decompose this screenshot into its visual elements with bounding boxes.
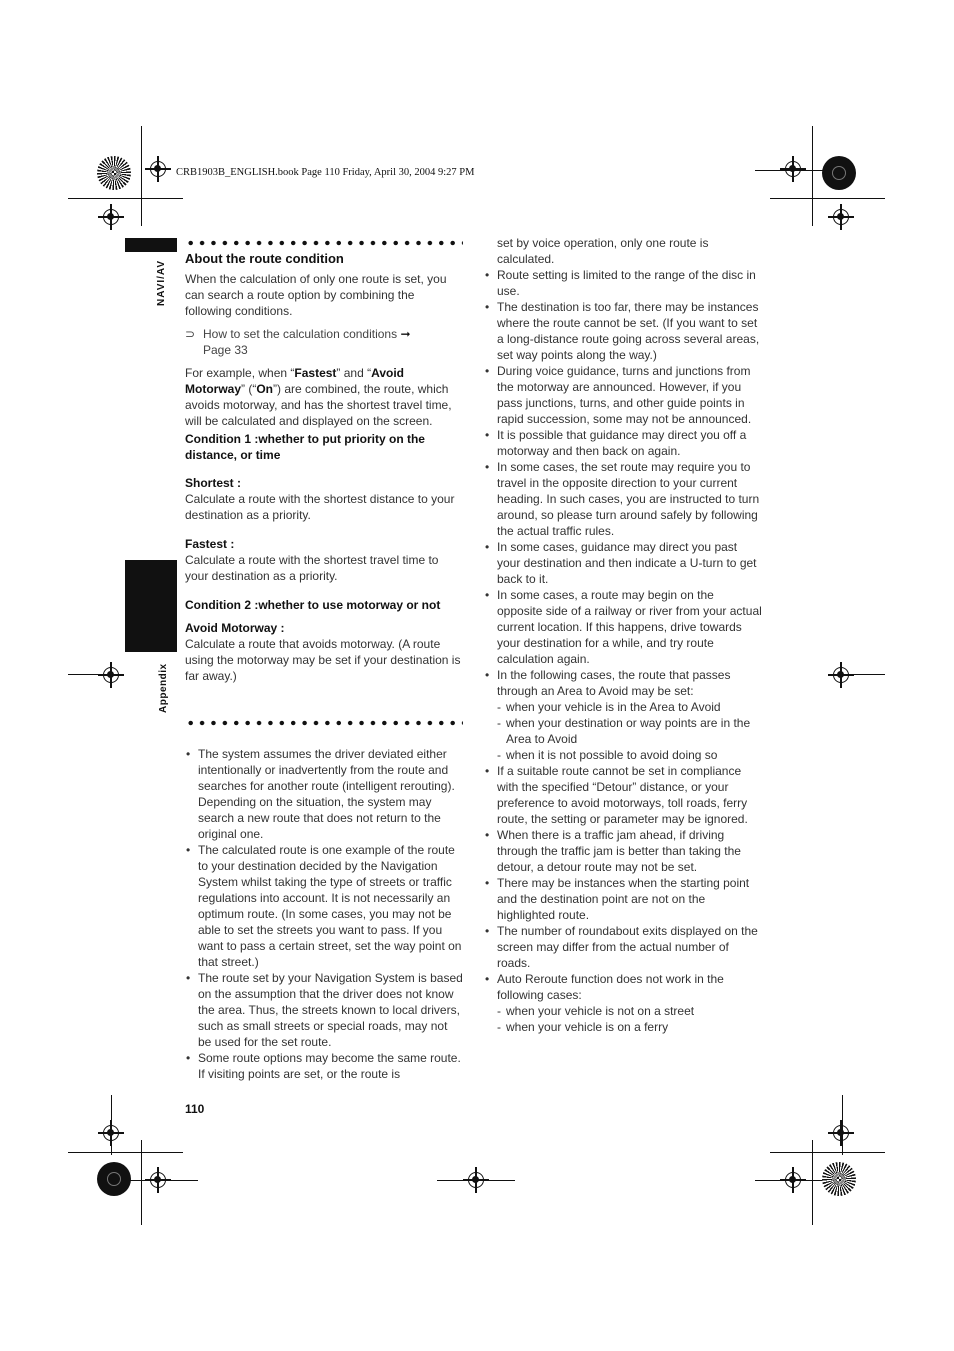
note-item: • The number of roundabout exits displayed on the screen may differ from the actual number of roads. <box>484 923 762 971</box>
shortest-label: Shortest : <box>185 476 242 490</box>
reference-page: Page 33 <box>203 343 248 357</box>
note-item: • In some cases, a route may begin on the opposite side of a railway or river from your actual current location. If this happens, drive towards your destination for a while, and try route calculation again. <box>484 587 762 667</box>
note-item <box>484 971 762 1035</box>
intro-text: When the calculation of only one route is set, you can search a route option by combining the following conditions. <box>185 272 447 318</box>
registration-mark-icon <box>833 667 849 683</box>
right-arrow-icon: ➞ <box>400 327 411 341</box>
note-item: • In some cases, guidance may direct you past your destination and then indicate a U-turn to get back to it. <box>484 539 762 587</box>
registration-mark-icon <box>468 1172 484 1188</box>
book-header: CRB1903B_ENGLISH.book Page 110 Friday, April 30, 2004 9:27 PM <box>176 167 475 178</box>
note-item: • In some cases, the set route may require you to travel in the opposite direction to your current heading. In such cases, you are instructed to turn around, so please turn around safely by following the actual traffic rules. <box>484 459 762 539</box>
section-tab-block <box>125 560 177 652</box>
sunburst-mark-icon <box>97 1162 131 1196</box>
sub-item: - when your vehicle is not on a street <box>497 1003 762 1019</box>
sub-item: - when it is not possible to avoid doing so <box>497 747 762 763</box>
note-item: • The destination is too far, there may be instances where the route cannot be set. (If you want to set a long-distance route going across several areas, set way points along the way.) <box>484 299 762 363</box>
avoid-area-intro: In the following cases, the route that passes through an Area to Avoid may be set: <box>497 668 731 698</box>
section-title: About the route condition <box>185 251 344 266</box>
sub-item: - when your destination or way points are in the Area to Avoid <box>497 715 762 747</box>
example-part: ”) are combined, the route, which avoids motorway, and has the shortest travel time, will be calculated and displayed on the screen. <box>185 382 452 428</box>
crop-mark <box>812 126 813 226</box>
condition-1-heading: Condition 1 :whether to put priority on the distance, or time <box>185 432 425 462</box>
avoid-motorway-label: Avoid Motorway : <box>185 621 285 635</box>
note-item: • Some route options may become the same route. If visiting points are set, or the route is <box>185 1050 463 1082</box>
note-item: • If a suitable route cannot be set in compliance with the specified “Detour” distance, or your preference to avoid motorways, toll roads, ferry route, the setting or parameter may be ignored. <box>484 763 762 827</box>
registration-mark-icon <box>103 667 119 683</box>
note-item: • When there is a traffic jam ahead, if driving through the traffic jam is better than taking the detour, a detour route may not be set. <box>484 827 762 875</box>
registration-mark-icon <box>103 209 119 225</box>
fastest-description: Calculate a route with the shortest travel time to your destination as a priority. <box>185 553 439 583</box>
example-part: ” (“ <box>241 382 257 396</box>
shortest-description: Calculate a route with the shortest distance to your destination as a priority. <box>185 492 455 522</box>
crop-mark <box>770 1152 885 1153</box>
fastest-label: Fastest : <box>185 537 235 551</box>
note-item: • The system assumes the driver deviated either intentionally or inadvertently from the route and searches for another route (intelligent rerouting). Depending on the situation, the system may search a new route that does not return to the original one. <box>185 746 463 842</box>
left-column <box>185 251 463 684</box>
crop-mark <box>770 198 885 199</box>
section-tab-appendix: Appendix <box>158 663 169 713</box>
note-item: • Route setting is limited to the range of the disc in use. <box>484 267 762 299</box>
left-notes <box>185 746 463 1082</box>
section-tab-navi-av: NAVI/AV <box>156 259 167 306</box>
dotted-divider <box>185 240 463 246</box>
crop-mark <box>68 1152 183 1153</box>
page-number: 110 <box>185 1102 205 1116</box>
right-column <box>484 235 762 1035</box>
dotted-divider <box>185 720 463 726</box>
keyword-avoid-motorway: Avoid Motorway <box>185 366 404 396</box>
registration-mark-icon <box>150 1172 166 1188</box>
note-item: • The calculated route is one example of the route to your destination decided by the Navigation System whilst taking the type of streets or traffic regulations into account. It is not necessarily an optimum route. (In some cases, you may not be able to set the streets you want to pass. If you want to pass a certain street, set the way point on that street.) <box>185 842 463 970</box>
crop-mark <box>141 126 142 226</box>
registration-mark-icon <box>833 209 849 225</box>
sunburst-mark-icon <box>822 1162 856 1196</box>
example-part: ” and “ <box>336 366 372 380</box>
registration-mark-icon <box>785 1172 801 1188</box>
avoid-motorway-description: Calculate a route that avoids motorway. (A route using the motorway may be set if your destination is far away.) <box>185 637 461 683</box>
condition-2-heading: Condition 2 :whether to use motorway or not <box>185 598 441 612</box>
note-item: • It is possible that guidance may direct you off a motorway and then back on again. <box>484 427 762 459</box>
registration-mark-icon <box>785 161 801 177</box>
reference-text: How to set the calculation conditions <box>203 327 398 341</box>
note-item: • The route set by your Navigation System is based on the assumption that the driver does not know the area. Thus, the streets known to local drivers, such as small streets or special roads, may not be used for the set route. <box>185 970 463 1050</box>
keyword-fastest: Fastest <box>294 366 337 380</box>
registration-mark-icon <box>833 1125 849 1141</box>
example-part: For example, when “ <box>185 366 295 380</box>
section-tab-strip <box>125 238 177 252</box>
note-item <box>484 667 762 763</box>
sunburst-mark-icon <box>822 156 856 190</box>
reference-arrow-icon: ⊃ <box>185 327 196 341</box>
sub-item: - when your vehicle is in the Area to Avoid <box>497 699 762 715</box>
cross-reference <box>185 326 463 358</box>
keyword-on: On <box>256 382 274 396</box>
crop-mark <box>68 198 183 199</box>
sunburst-mark-icon <box>97 156 131 190</box>
note-item: • There may be instances when the starting point and the destination point are not on the highlighted route. <box>484 875 762 923</box>
registration-mark-icon <box>103 1125 119 1141</box>
registration-mark-icon <box>150 161 166 177</box>
example-text <box>185 365 463 429</box>
note-item: • During voice guidance, turns and junctions from the motorway are announced. However, if you pass junctions, turns, and other guide points in rapid succession, some may not be announced. <box>484 363 762 427</box>
reroute-intro: Auto Reroute function does not work in the following cases: <box>497 972 724 1002</box>
sub-item: - when your vehicle is on a ferry <box>497 1019 762 1035</box>
continued-text: set by voice operation, only one route is calculated. <box>497 236 709 266</box>
